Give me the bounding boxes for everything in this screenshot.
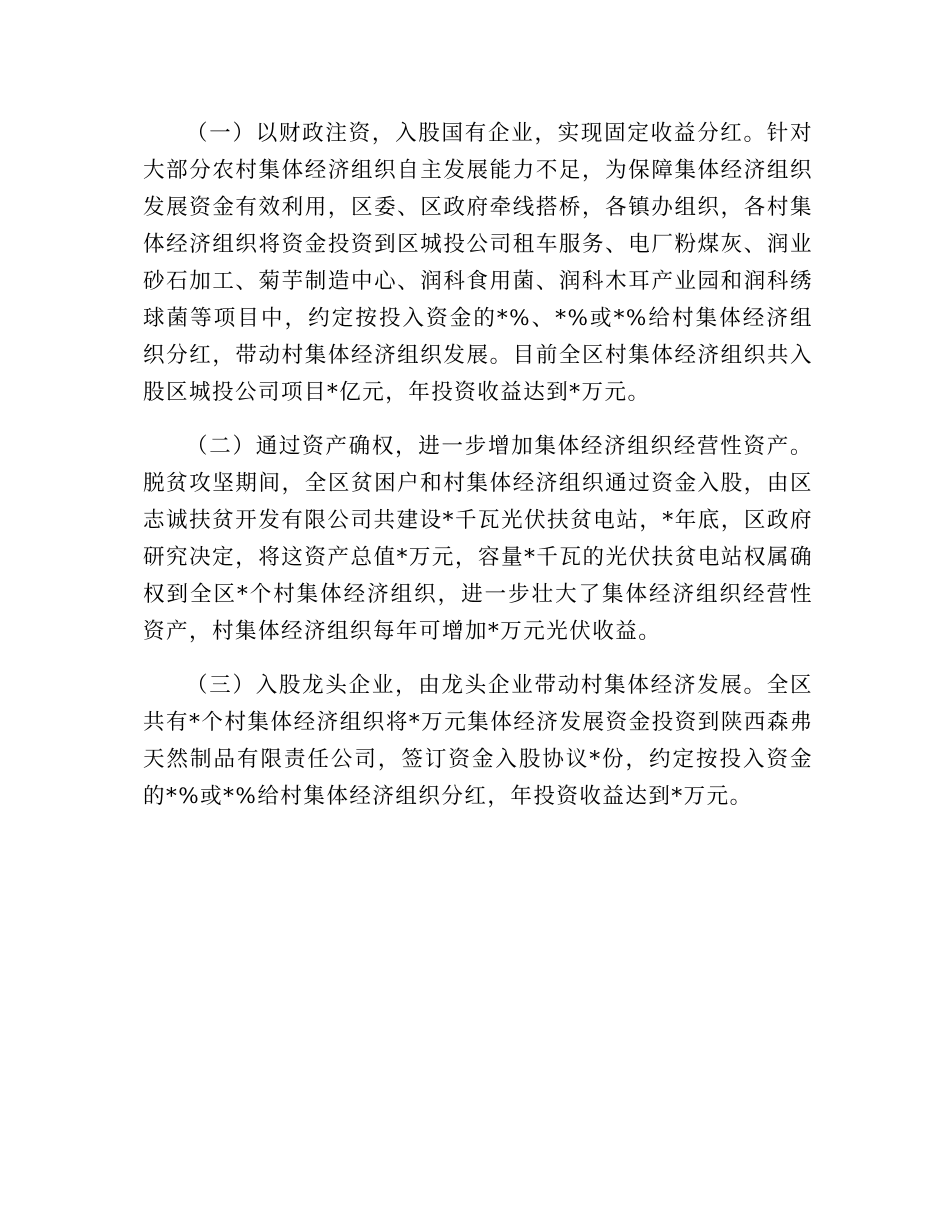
document-body [143,115,813,832]
paragraph-3: （三）入股龙头企业，由龙头企业带动村集体经济发展。全区共有*个村集体经济组织将*万元集体经济发展资金投资到陕西森弗天然制品有限责任公司，签订资金入股协议*份，约定按投入资金的*%或*%给村集体经济组织分红，年投资收益达到*万元。 [143,673,813,809]
paragraph-1: （一）以财政注资，入股国有企业，实现固定收益分红。针对大部分农村集体经济组织自主发展能力不足，为保障集体经济组织发展资金有效利用，区委、区政府牵线搭桥，各镇办组织，各村集体经济组织将资金投资到区城投公司租车服务、电厂粉煤灰、润业砂石加工、菊芋制造中心、润科食用菌、润科木耳产业园和润科绣球菌等项目中，约定按投入资金的*%、*%或*%给村集体经济组织分红，带动村集体经济组织发展。目前全区村集体经济组织共入股区城投公司项目*亿元，年投资收益达到*万元。 [143,121,813,405]
paragraph-2: （二）通过资产确权，进一步增加集体经济组织经营性资产。脱贫攻坚期间，全区贫困户和村集体经济组织通过资金入股，由区志诚扶贫开发有限公司共建设*千瓦光伏扶贫电站，*年底，区政府研究决定，将这资产总值*万元，容量*千瓦的光伏扶贫电站权属确权到全区*个村集体经济组织，进一步壮大了集体经济组织经营性资产，村集体经济组织每年可增加*万元光伏收益。 [143,434,813,644]
